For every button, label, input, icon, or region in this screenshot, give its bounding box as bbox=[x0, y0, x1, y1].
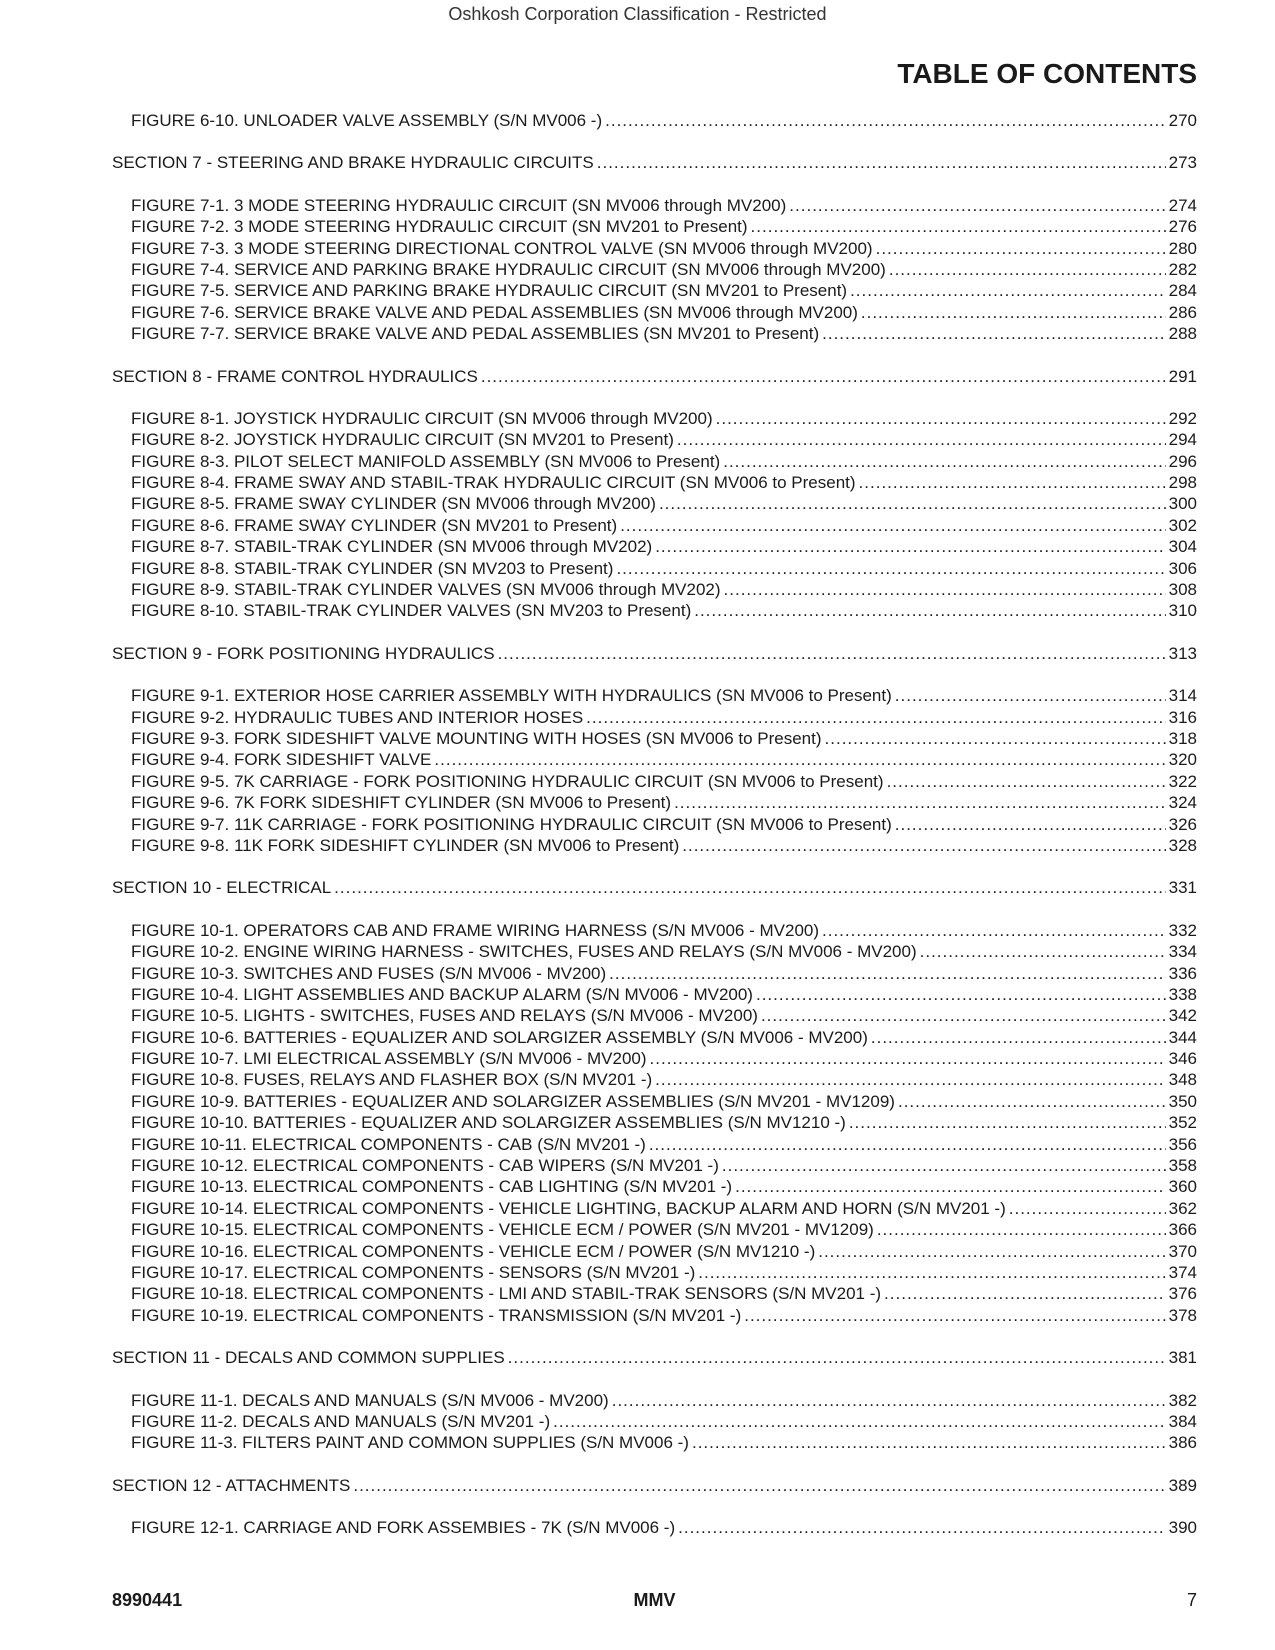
toc-figure-entry[interactable] bbox=[131, 195, 1197, 216]
toc-entry-page: 300 bbox=[1168, 494, 1197, 514]
toc-figure-entry[interactable] bbox=[131, 707, 1197, 728]
toc-dot-leader bbox=[655, 536, 1165, 557]
toc-entry-page: 304 bbox=[1168, 537, 1197, 557]
toc-entry-label: FIGURE 8-9. STABIL-TRAK CYLINDER VALVES (SN MV006 through MV202) bbox=[131, 580, 721, 600]
toc-entry-page: 366 bbox=[1168, 1220, 1197, 1240]
toc-entry-page: 358 bbox=[1168, 1156, 1197, 1176]
toc-dot-leader bbox=[818, 1241, 1165, 1262]
footer-model: MMV bbox=[633, 1590, 676, 1610]
toc-dot-leader bbox=[334, 877, 1165, 898]
toc-dot-leader bbox=[716, 408, 1166, 429]
toc-entry-label: FIGURE 11-2. DECALS AND MANUALS (S/N MV201 -) bbox=[131, 1411, 551, 1431]
toc-spacer bbox=[0, 899, 1275, 920]
toc-spacer bbox=[0, 856, 1275, 877]
toc-figure-entry[interactable] bbox=[131, 963, 1197, 984]
toc-entry-page: 374 bbox=[1168, 1262, 1197, 1282]
toc-figure-entry[interactable] bbox=[131, 771, 1197, 792]
toc-entry-label: SECTION 9 - FORK POSITIONING HYDRAULICS bbox=[112, 643, 495, 663]
toc-dot-leader bbox=[698, 1262, 1165, 1283]
toc-entry-label: FIGURE 8-8. STABIL-TRAK CYLINDER (SN MV203 to Present) bbox=[131, 558, 614, 578]
toc-figure-entry[interactable] bbox=[131, 110, 1197, 131]
toc-figure-entry[interactable] bbox=[131, 792, 1197, 813]
toc-entry-label: FIGURE 11-3. FILTERS PAINT AND COMMON SUPPLIES (S/N MV006 -) bbox=[131, 1433, 689, 1453]
toc-entry-label: FIGURE 10-11. ELECTRICAL COMPONENTS - CAB (S/N MV201 -) bbox=[131, 1134, 646, 1154]
toc-entry-label: FIGURE 8-5. FRAME SWAY CYLINDER (SN MV006 through MV200) bbox=[131, 494, 656, 514]
toc-entry-page: 274 bbox=[1168, 195, 1197, 215]
toc-figure-entry[interactable] bbox=[131, 1155, 1197, 1176]
toc-entry-label: FIGURE 8-7. STABIL-TRAK CYLINDER (SN MV006 through MV202) bbox=[131, 537, 653, 557]
toc-entry-label: FIGURE 11-1. DECALS AND MANUALS (S/N MV006 - MV200) bbox=[131, 1390, 609, 1410]
toc-entry-page: 338 bbox=[1168, 984, 1197, 1004]
toc-entry-page: 378 bbox=[1168, 1305, 1197, 1325]
toc-entry-page: 360 bbox=[1168, 1177, 1197, 1197]
toc-entry-page: 270 bbox=[1168, 111, 1197, 130]
toc-figure-entry[interactable] bbox=[131, 1198, 1197, 1219]
toc-entry-label: SECTION 12 - ATTACHMENTS bbox=[112, 1475, 351, 1495]
toc-figure-entry[interactable] bbox=[131, 1091, 1197, 1112]
footer-page-number: 7 bbox=[1186, 1590, 1197, 1610]
toc-entry-page: 310 bbox=[1168, 601, 1197, 621]
toc-entry-page: 331 bbox=[1168, 878, 1197, 898]
toc-entry-page: 322 bbox=[1168, 771, 1197, 791]
toc-entry-label: FIGURE 9-6. 7K FORK SIDESHIFT CYLINDER (SN MV006 to Present) bbox=[131, 793, 672, 813]
toc-entry-page: 370 bbox=[1168, 1241, 1197, 1261]
page-title: TABLE OF CONTENTS bbox=[897, 58, 1197, 89]
toc-dot-leader bbox=[1009, 1198, 1166, 1219]
toc-entry-label: SECTION 10 - ELECTRICAL bbox=[112, 878, 332, 898]
toc-entry-label: FIGURE 9-8. 11K FORK SIDESHIFT CYLINDER (SN MV006 to Present) bbox=[131, 835, 680, 855]
toc-dot-leader bbox=[822, 323, 1165, 344]
toc-entry-page: 346 bbox=[1168, 1049, 1197, 1069]
toc-spacer bbox=[0, 1369, 1275, 1390]
toc-entry-label: FIGURE 10-7. LMI ELECTRICAL ASSEMBLY (S/N MV006 - MV200) bbox=[131, 1049, 647, 1069]
toc-entry-label: FIGURE 10-10. BATTERIES - EQUALIZER AND SOLARGIZER ASSEMBLIES (S/N MV1210 -) bbox=[131, 1113, 846, 1133]
toc-figure-entry[interactable] bbox=[131, 984, 1197, 1005]
toc-dot-leader bbox=[723, 451, 1165, 472]
toc-entry-label: FIGURE 10-3. SWITCHES AND FUSES (S/N MV006 - MV200) bbox=[131, 963, 607, 983]
toc-entry-label: FIGURE 10-2. ENGINE WIRING HARNESS - SWITCHES, FUSES AND RELAYS (S/N MV006 - MV200) bbox=[131, 942, 917, 962]
toc-entry-page: 342 bbox=[1168, 1006, 1197, 1026]
toc-dot-leader bbox=[498, 643, 1166, 664]
toc-figure-entry[interactable] bbox=[131, 238, 1197, 259]
toc-entry-page: 284 bbox=[1168, 281, 1197, 301]
toc-entry-page: 280 bbox=[1168, 238, 1197, 258]
toc-entry-label: FIGURE 10-13. ELECTRICAL COMPONENTS - CAB LIGHTING (S/N MV201 -) bbox=[131, 1177, 733, 1197]
toc-section-entry[interactable] bbox=[112, 1347, 1197, 1368]
toc-entry-label: FIGURE 8-2. JOYSTICK HYDRAULIC CIRCUIT (SN MV201 to Present) bbox=[131, 430, 674, 450]
toc-entry-label: FIGURE 9-3. FORK SIDESHIFT VALVE MOUNTING WITH HOSES (SN MV006 to Present) bbox=[131, 728, 822, 748]
toc-figure-entry[interactable] bbox=[131, 493, 1197, 514]
toc-entry-label: FIGURE 10-4. LIGHT ASSEMBLIES AND BACKUP ALARM (S/N MV006 - MV200) bbox=[131, 984, 753, 1004]
toc-figure-entry[interactable] bbox=[131, 1048, 1197, 1069]
toc-entry-label: FIGURE 10-1. OPERATORS CAB AND FRAME WIRING HARNESS (S/N MV006 - MV200) bbox=[131, 920, 820, 940]
toc-entry-page: 294 bbox=[1168, 430, 1197, 450]
toc-dot-leader bbox=[597, 152, 1166, 173]
toc-dot-leader bbox=[678, 1517, 1165, 1538]
toc-entry-page: 344 bbox=[1168, 1027, 1197, 1047]
toc-dot-leader bbox=[895, 814, 1166, 835]
toc-figure-entry[interactable] bbox=[131, 1283, 1197, 1304]
toc-entry-page: 318 bbox=[1168, 728, 1197, 748]
toc-section-entry[interactable] bbox=[112, 152, 1197, 173]
toc-figure-entry[interactable] bbox=[131, 259, 1197, 280]
toc-dot-leader bbox=[744, 1305, 1165, 1326]
toc-dot-leader bbox=[649, 1134, 1166, 1155]
toc-spacer bbox=[0, 1454, 1275, 1475]
toc-entry-label: FIGURE 9-4. FORK SIDESHIFT VALVE bbox=[131, 750, 432, 770]
toc-entry-label: FIGURE 12-1. CARRIAGE AND FORK ASSEMBIES - 7K (S/N MV006 -) bbox=[131, 1518, 676, 1538]
toc-entry-label: FIGURE 10-9. BATTERIES - EQUALIZER AND SOLARGIZER ASSEMBLIES (S/N MV201 - MV1209) bbox=[131, 1091, 895, 1111]
toc-figure-entry[interactable] bbox=[131, 920, 1197, 941]
toc-entry-page: 313 bbox=[1168, 643, 1197, 663]
toc-dot-leader bbox=[850, 280, 1166, 301]
toc-dot-leader bbox=[889, 259, 1166, 280]
toc-figure-entry[interactable] bbox=[131, 1432, 1197, 1453]
toc-spacer bbox=[0, 1496, 1275, 1517]
toc-entry-label: FIGURE 9-7. 11K CARRIAGE - FORK POSITIONING HYDRAULIC CIRCUIT (SN MV006 to Present) bbox=[131, 814, 892, 834]
toc-entry-label: FIGURE 10-12. ELECTRICAL COMPONENTS - CAB WIPERS (S/N MV201 -) bbox=[131, 1156, 719, 1176]
toc-dot-leader bbox=[761, 1005, 1166, 1026]
toc-entry-page: 334 bbox=[1168, 942, 1197, 962]
toc-figure-entry[interactable] bbox=[131, 451, 1197, 472]
toc-entry-label: SECTION 11 - DECALS AND COMMON SUPPLIES bbox=[112, 1348, 505, 1368]
toc-entry-page: 288 bbox=[1168, 324, 1197, 344]
toc-dot-leader bbox=[682, 835, 1165, 856]
toc-figure-entry[interactable] bbox=[131, 579, 1197, 600]
toc-entry-page: 376 bbox=[1168, 1284, 1197, 1304]
toc-figure-entry[interactable] bbox=[131, 728, 1197, 749]
toc-dot-leader bbox=[920, 941, 1166, 962]
toc-entry-label: FIGURE 7-4. SERVICE AND PARKING BRAKE HYDRAULIC CIRCUIT (SN MV006 through MV200) bbox=[131, 259, 886, 279]
toc-figure-entry[interactable] bbox=[131, 1411, 1197, 1432]
toc-dot-leader bbox=[822, 920, 1166, 941]
toc-figure-entry[interactable] bbox=[131, 941, 1197, 962]
toc-figure-entry[interactable] bbox=[131, 1219, 1197, 1240]
toc-dot-leader bbox=[612, 1390, 1166, 1411]
toc-figure-entry[interactable] bbox=[131, 302, 1197, 323]
toc-spacer bbox=[0, 174, 1275, 195]
toc-dot-leader bbox=[677, 429, 1166, 450]
toc-entry-page: 350 bbox=[1168, 1091, 1197, 1111]
toc-spacer bbox=[0, 1326, 1275, 1347]
toc-figure-entry[interactable] bbox=[131, 600, 1197, 621]
toc-entry-label: FIGURE 8-1. JOYSTICK HYDRAULIC CIRCUIT (SN MV006 through MV200) bbox=[131, 408, 713, 428]
toc-figure-entry[interactable] bbox=[131, 685, 1197, 706]
toc-figure-entry[interactable] bbox=[131, 280, 1197, 301]
toc-entry-label: FIGURE 9-1. EXTERIOR HOSE CARRIER ASSEMBLY WITH HYDRAULICS (SN MV006 to Present) bbox=[131, 686, 892, 706]
toc-entry-page: 302 bbox=[1168, 515, 1197, 535]
toc-dot-leader bbox=[859, 472, 1166, 493]
toc-entry-label: FIGURE 7-5. SERVICE AND PARKING BRAKE HYDRAULIC CIRCUIT (SN MV201 to Present) bbox=[131, 281, 848, 301]
toc-dot-leader bbox=[694, 600, 1165, 621]
toc-entry-page: 276 bbox=[1168, 217, 1197, 237]
toc-figure-entry[interactable] bbox=[131, 1241, 1197, 1262]
toc-entry-label: FIGURE 9-2. HYDRAULIC TUBES AND INTERIOR HOSES bbox=[131, 707, 584, 727]
toc-entry-page: 356 bbox=[1168, 1134, 1197, 1154]
toc-entry-label: FIGURE 10-18. ELECTRICAL COMPONENTS - LMI AND STABIL-TRAK SENSORS (S/N MV201 -) bbox=[131, 1284, 882, 1304]
toc-figure-entry[interactable] bbox=[131, 515, 1197, 536]
toc-entry-page: 282 bbox=[1168, 259, 1197, 279]
toc-entry-label: FIGURE 8-4. FRAME SWAY AND STABIL-TRAK HYDRAULIC CIRCUIT (SN MV006 to Present) bbox=[131, 473, 856, 493]
toc-entry-label: FIGURE 7-1. 3 MODE STEERING HYDRAULIC CIRCUIT (SN MV006 through MV200) bbox=[131, 195, 787, 215]
toc-dot-leader bbox=[756, 984, 1166, 1005]
toc-entry-page: 286 bbox=[1168, 302, 1197, 322]
toc-entry-label: SECTION 7 - STEERING AND BRAKE HYDRAULIC CIRCUITS bbox=[112, 153, 594, 173]
toc-section-entry[interactable] bbox=[112, 1475, 1197, 1496]
toc-dot-leader bbox=[616, 558, 1165, 579]
toc-figure-entry[interactable] bbox=[131, 1027, 1197, 1048]
toc-dot-leader bbox=[659, 493, 1166, 514]
toc-figure-entry[interactable] bbox=[131, 1262, 1197, 1283]
table-of-contents bbox=[0, 110, 1275, 1538]
toc-entry-label: FIGURE 10-17. ELECTRICAL COMPONENTS - SENSORS (S/N MV201 -) bbox=[131, 1262, 696, 1282]
toc-entry-page: 384 bbox=[1168, 1411, 1197, 1431]
toc-entry-label: FIGURE 8-6. FRAME SWAY CYLINDER (SN MV201 to Present) bbox=[131, 515, 618, 535]
toc-dot-leader bbox=[722, 1155, 1166, 1176]
toc-section-entry[interactable] bbox=[112, 643, 1197, 664]
page-footer bbox=[112, 1590, 1197, 1614]
toc-entry-page: 326 bbox=[1168, 814, 1197, 834]
toc-entry-page: 306 bbox=[1168, 558, 1197, 578]
toc-entry-label: FIGURE 10-16. ELECTRICAL COMPONENTS - VEHICLE ECM / POWER (S/N MV1210 -) bbox=[131, 1241, 816, 1261]
toc-entry-label: FIGURE 10-19. ELECTRICAL COMPONENTS - TRANSMISSION (S/N MV201 -) bbox=[131, 1305, 742, 1325]
toc-dot-leader bbox=[898, 1091, 1166, 1112]
toc-figure-entry[interactable] bbox=[131, 1390, 1197, 1411]
toc-dot-leader bbox=[586, 707, 1165, 728]
toc-figure-entry[interactable] bbox=[131, 814, 1197, 835]
toc-entry-page: 348 bbox=[1168, 1070, 1197, 1090]
toc-entry-page: 291 bbox=[1168, 366, 1197, 386]
toc-dot-leader bbox=[895, 685, 1166, 706]
toc-section-entry[interactable] bbox=[112, 877, 1197, 898]
toc-figure-entry[interactable] bbox=[131, 835, 1197, 856]
toc-entry-label: FIGURE 8-3. PILOT SELECT MANIFOLD ASSEMBLY (SN MV006 to Present) bbox=[131, 451, 721, 471]
toc-entry-page: 332 bbox=[1168, 920, 1197, 940]
toc-dot-leader bbox=[674, 792, 1166, 813]
toc-entry-page: 292 bbox=[1168, 408, 1197, 428]
toc-entry-label: FIGURE 10-8. FUSES, RELAYS AND FLASHER BOX (S/N MV201 -) bbox=[131, 1070, 653, 1090]
toc-dot-leader bbox=[887, 771, 1166, 792]
toc-dot-leader bbox=[825, 728, 1166, 749]
classification-banner: Oshkosh Corporation Classification - Restricted bbox=[448, 4, 827, 24]
toc-figure-entry[interactable] bbox=[131, 749, 1197, 770]
toc-spacer bbox=[0, 664, 1275, 685]
toc-figure-entry[interactable] bbox=[131, 1112, 1197, 1133]
toc-dot-leader bbox=[871, 1027, 1166, 1048]
toc-entry-page: 298 bbox=[1168, 473, 1197, 493]
toc-figure-entry[interactable] bbox=[131, 1005, 1197, 1026]
toc-figure-entry[interactable] bbox=[131, 1069, 1197, 1090]
toc-figure-entry[interactable] bbox=[131, 1134, 1197, 1155]
toc-entry-label: FIGURE 10-6. BATTERIES - EQUALIZER AND SOLARGIZER ASSEMBLY (S/N MV006 - MV200) bbox=[131, 1027, 868, 1047]
toc-dot-leader bbox=[884, 1283, 1166, 1304]
toc-spacer bbox=[0, 622, 1275, 643]
toc-figure-entry[interactable] bbox=[131, 558, 1197, 579]
toc-dot-leader bbox=[481, 366, 1166, 387]
toc-entry-page: 308 bbox=[1168, 580, 1197, 600]
toc-entry-page: 316 bbox=[1168, 707, 1197, 727]
toc-entry-label: FIGURE 8-10. STABIL-TRAK CYLINDER VALVES (SN MV203 to Present) bbox=[131, 601, 692, 621]
toc-dot-leader bbox=[609, 963, 1165, 984]
toc-entry-page: 314 bbox=[1168, 686, 1197, 706]
toc-entry-label: FIGURE 7-2. 3 MODE STEERING HYDRAULIC CIRCUIT (SN MV201 to Present) bbox=[131, 217, 748, 237]
toc-spacer bbox=[0, 387, 1275, 408]
toc-figure-entry[interactable] bbox=[131, 1517, 1197, 1538]
toc-entry-page: 381 bbox=[1168, 1348, 1197, 1368]
toc-figure-entry[interactable] bbox=[131, 216, 1197, 237]
toc-dot-leader bbox=[877, 1219, 1166, 1240]
toc-entry-label: FIGURE 6-10. UNLOADER VALVE ASSEMBLY (S/N MV006 -) bbox=[131, 111, 603, 130]
toc-figure-entry[interactable] bbox=[131, 1305, 1197, 1326]
toc-figure-entry[interactable] bbox=[131, 408, 1197, 429]
toc-dot-leader bbox=[620, 515, 1165, 536]
toc-entry-page: 336 bbox=[1168, 963, 1197, 983]
toc-entry-page: 273 bbox=[1168, 153, 1197, 173]
toc-figure-entry[interactable] bbox=[131, 1176, 1197, 1197]
toc-entry-page: 389 bbox=[1168, 1475, 1197, 1495]
toc-figure-entry[interactable] bbox=[131, 429, 1197, 450]
toc-entry-label: FIGURE 10-14. ELECTRICAL COMPONENTS - VEHICLE LIGHTING, BACKUP ALARM AND HORN (S/N MV201 -) bbox=[131, 1198, 1006, 1218]
toc-spacer bbox=[0, 131, 1275, 152]
toc-entry-label: FIGURE 7-7. SERVICE BRAKE VALVE AND PEDAL ASSEMBLIES (SN MV201 to Present) bbox=[131, 324, 820, 344]
toc-dot-leader bbox=[724, 579, 1166, 600]
toc-entry-label: FIGURE 7-6. SERVICE BRAKE VALVE AND PEDAL ASSEMBLIES (SN MV006 through MV200) bbox=[131, 302, 858, 322]
toc-dot-leader bbox=[605, 110, 1166, 131]
toc-entry-label: FIGURE 10-5. LIGHTS - SWITCHES, FUSES AND RELAYS (S/N MV006 - MV200) bbox=[131, 1006, 758, 1026]
toc-entry-page: 328 bbox=[1168, 835, 1197, 855]
toc-entry-label: FIGURE 10-15. ELECTRICAL COMPONENTS - VEHICLE ECM / POWER (S/N MV201 - MV1209) bbox=[131, 1220, 874, 1240]
toc-figure-entry[interactable] bbox=[131, 536, 1197, 557]
toc-entry-page: 296 bbox=[1168, 451, 1197, 471]
toc-entry-label: FIGURE 7-3. 3 MODE STEERING DIRECTIONAL CONTROL VALVE (SN MV006 through MV200) bbox=[131, 238, 873, 258]
toc-entry-label: SECTION 8 - FRAME CONTROL HYDRAULICS bbox=[112, 366, 478, 386]
toc-entry-page: 320 bbox=[1168, 750, 1197, 770]
toc-entry-page: 382 bbox=[1168, 1390, 1197, 1410]
toc-dot-leader bbox=[353, 1475, 1165, 1496]
toc-entry-page: 386 bbox=[1168, 1433, 1197, 1453]
footer-doc-number: 8990441 bbox=[112, 1590, 183, 1610]
toc-dot-leader bbox=[751, 216, 1166, 237]
toc-dot-leader bbox=[789, 195, 1165, 216]
toc-section-entry[interactable] bbox=[112, 366, 1197, 387]
toc-spacer bbox=[0, 345, 1275, 366]
toc-figure-entry[interactable] bbox=[131, 472, 1197, 493]
toc-entry-page: 324 bbox=[1168, 793, 1197, 813]
toc-entry-page: 390 bbox=[1168, 1518, 1197, 1538]
toc-dot-leader bbox=[735, 1176, 1166, 1197]
toc-dot-leader bbox=[508, 1347, 1166, 1368]
toc-dot-leader bbox=[861, 302, 1166, 323]
toc-dot-leader bbox=[655, 1069, 1165, 1090]
toc-figure-entry[interactable] bbox=[131, 323, 1197, 344]
toc-entry-label: FIGURE 9-5. 7K CARRIAGE - FORK POSITIONING HYDRAULIC CIRCUIT (SN MV006 to Present) bbox=[131, 771, 884, 791]
toc-dot-leader bbox=[876, 238, 1166, 259]
toc-entry-page: 362 bbox=[1168, 1198, 1197, 1218]
toc-dot-leader bbox=[692, 1432, 1166, 1453]
toc-entry-page: 352 bbox=[1168, 1113, 1197, 1133]
toc-dot-leader bbox=[650, 1048, 1166, 1069]
toc-dot-leader bbox=[849, 1112, 1166, 1133]
toc-dot-leader bbox=[553, 1411, 1166, 1432]
toc-dot-leader bbox=[434, 749, 1165, 770]
